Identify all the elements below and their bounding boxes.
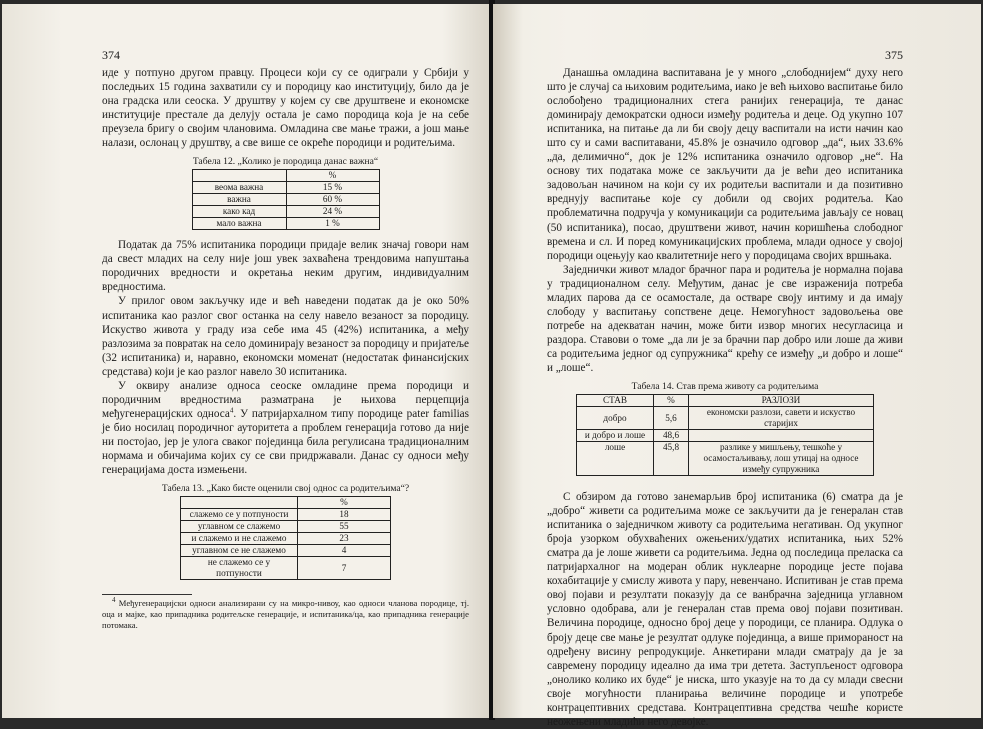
table-row: и слажемо и не слажемо 23: [181, 533, 391, 545]
table-row: како кад 24 %: [192, 206, 379, 218]
footnote: $^4$ Међугенерацијски односи анализирани су на микро-нивоу, као односи чланова породице, тј. оца и мајке, као припадника родитељске генерације, и испитаника/ца, као припадника генерације потомака.: [102, 596, 469, 631]
paragraph: Податак да 75% испитаника породици придаје велик значај говори нам да свест младих на селу није још увек захваћена трендовима напуштања породичних вредности и окретања неким другим, индивидуалним вредностима.: [102, 239, 469, 294]
right-page: [493, 4, 981, 728]
table-row: %: [192, 170, 379, 182]
table-row: %: [181, 497, 391, 509]
table-12-caption: Табела 12. „Колико је породица данас важна“: [192, 156, 379, 168]
table-row: слажемо се у потпуности 18: [181, 509, 391, 521]
left-page: [2, 4, 491, 718]
table-14-caption: Табела 14. Став према животу са родитељима: [631, 381, 819, 393]
paragraph: У прилог овом закључку иде и већ наведени податак да је око 50% испитаника као разлог свог останка на селу навело везаност за породицу. Искуство живота у граду иза себе има 45 (42%) испитаника, а међу разлозима за повратак на село доминирају везаност за породицу и пријатеље (32 испитаника) и, наравно, економски моменат (недостатак финансијских средстава) који је као разлог навело 30 испитаника.: [102, 295, 469, 378]
paragraph: Заједнички живот младог брачног пара и родитеља је нормална појава у традиционалном селу. Међутим, данас је све израженија потреба младих парова да се осамостале, да остваре своју интиму и да имају слободу у васпитању сопствене деце. Немогућност задовољења ове потребе на адекватан начин, може бити извор многих несугласица и раздора. Ставови о томе „да ли је за брачни пар добро или лоше да живи са родитељима једног од супружника“ крећу се између „и добро и лоше“ и „лоше“.: [547, 263, 903, 374]
footnote-separator: [102, 594, 192, 595]
table-row: углавном се слажемо 55: [181, 521, 391, 533]
footnote-reference: 4: [229, 406, 234, 415]
table-header-row: СТАВ % РАЗЛОЗИ: [577, 395, 874, 407]
table-14: [576, 394, 874, 476]
page-number-right: 375: [885, 48, 903, 62]
table-row: веома важна 15 %: [192, 182, 379, 194]
table-row: и добро и лоше 48,6: [577, 430, 874, 442]
paragraph: У оквиру анализе односа сеоске омладине према породици и породичним вредностима разматрана је њихова перцепција међугенерацијских односа$^4$. У патријархалном типу породице pater familias је био носилац породичног ауторитета а проблем генерација готово да није ни постојао, јер је улога сваког појединца била регулисана традиционалним нормама и обичајима којих су се сви придржавали. Данас су односи међу генерацијама доста измењени.: [102, 379, 469, 477]
table-13-caption: Табела 13. „Како бисте оценили свој однос са родитељима“?: [161, 483, 410, 495]
paragraph: иде у потпуно другом правцу. Процеси који су се одиграли у Србији у последњих 15 година захватили су и породицу као институцију, било да је она градска или сеоска. У друштву у којем су све друштвене и економске институције престале да делују остала је само породица која је на себе преузела бригу о својим члановима. Омладина све мање тражи, а још мање налази, ослонац у друштву, а све више се окреће породици и родитељима.: [102, 67, 469, 150]
table-row: лоше 45,8 разлике у мишљењу, тешкоће у осамостаљивању, лош утицај на односе између супружника: [577, 442, 874, 476]
paragraph: Данашња омладина васпитавана је у много „слободнијем“ духу него што је случај са њиховим родитељима, иако је већ њихово васпитање било ослобођено традиционалних стега ранијих генерација, те данас доминирају демократски односи између родитеља и деце. Од укупно 107 испитаника, на питање да ли би своју децу васпитали на исти начин као што су и сами васпитавани, 45.8% је означило одговор „да“, њих 33.6% „да, делимично“, док је 12% испитаника означило одговор „не“. На основу тих података може се закључити да је већи део испитаника задовољан начином на који су их родитељи васпитали и да позитивно вреднују васпитање које су добили од својих родитеља. Као проблематична подручја у комуникацији са родитељима јављају се новац (50 испитаника), посао, друштвени живот, начин коришћења слободног времена и сл. И поред комуникацијских проблема, млади односе у својој породици оцењују као квалитетније него у породицама својих вршњака.: [547, 67, 904, 262]
table-13: [180, 496, 391, 580]
page-number-left: 374: [102, 48, 120, 62]
table-12: [192, 169, 380, 230]
table-row: не слажемо се у потпуности 7: [181, 557, 391, 580]
table-row: мало важна 1 %: [192, 218, 379, 230]
paragraph: С обзиром да готово занемарљив број испитаника (6) сматра да је „добро“ живети са родитељима може се закључити да је генералан став испитаника о заједничком животу са родитељима негативан. Од укупног броја узорком обухваћених ожењених/удатих испитаника, њих 52% сматра да је лоше живети са родитељима. Једна од последица преласка са патријархалног на модеран облик нуклеарне породице јесте појава кохабитације у смислу живота у пару, невенчано. Испитиван је став према овој појави и резултати показују да се ванбрачна заједница углавном условно одобрава, али је генералан став према овој појави позитиван. Величина породице, односно број деце у породици, се планира. Одлука о броју деце све мање је резултат одлуке појединца, а више примораност на одређену висину репродукције. Анкетирани млади сматрају да је за савремену породицу идеално да има три детета. Заступљеност одговора „онолико колико их буде“ је ниска, што указује на то да су млади свесни своје могућности планирања величине породице и употребе контрацептивних средстава. Контрацептивна средства чешће користе неожењени младићи него девојке.: [547, 491, 903, 728]
table-row: добро 5,6 економски разлози, савети и искуство старијих: [577, 407, 874, 430]
table-row: углавном се не слажемо 4: [181, 545, 391, 557]
table-row: важна 60 %: [192, 194, 379, 206]
